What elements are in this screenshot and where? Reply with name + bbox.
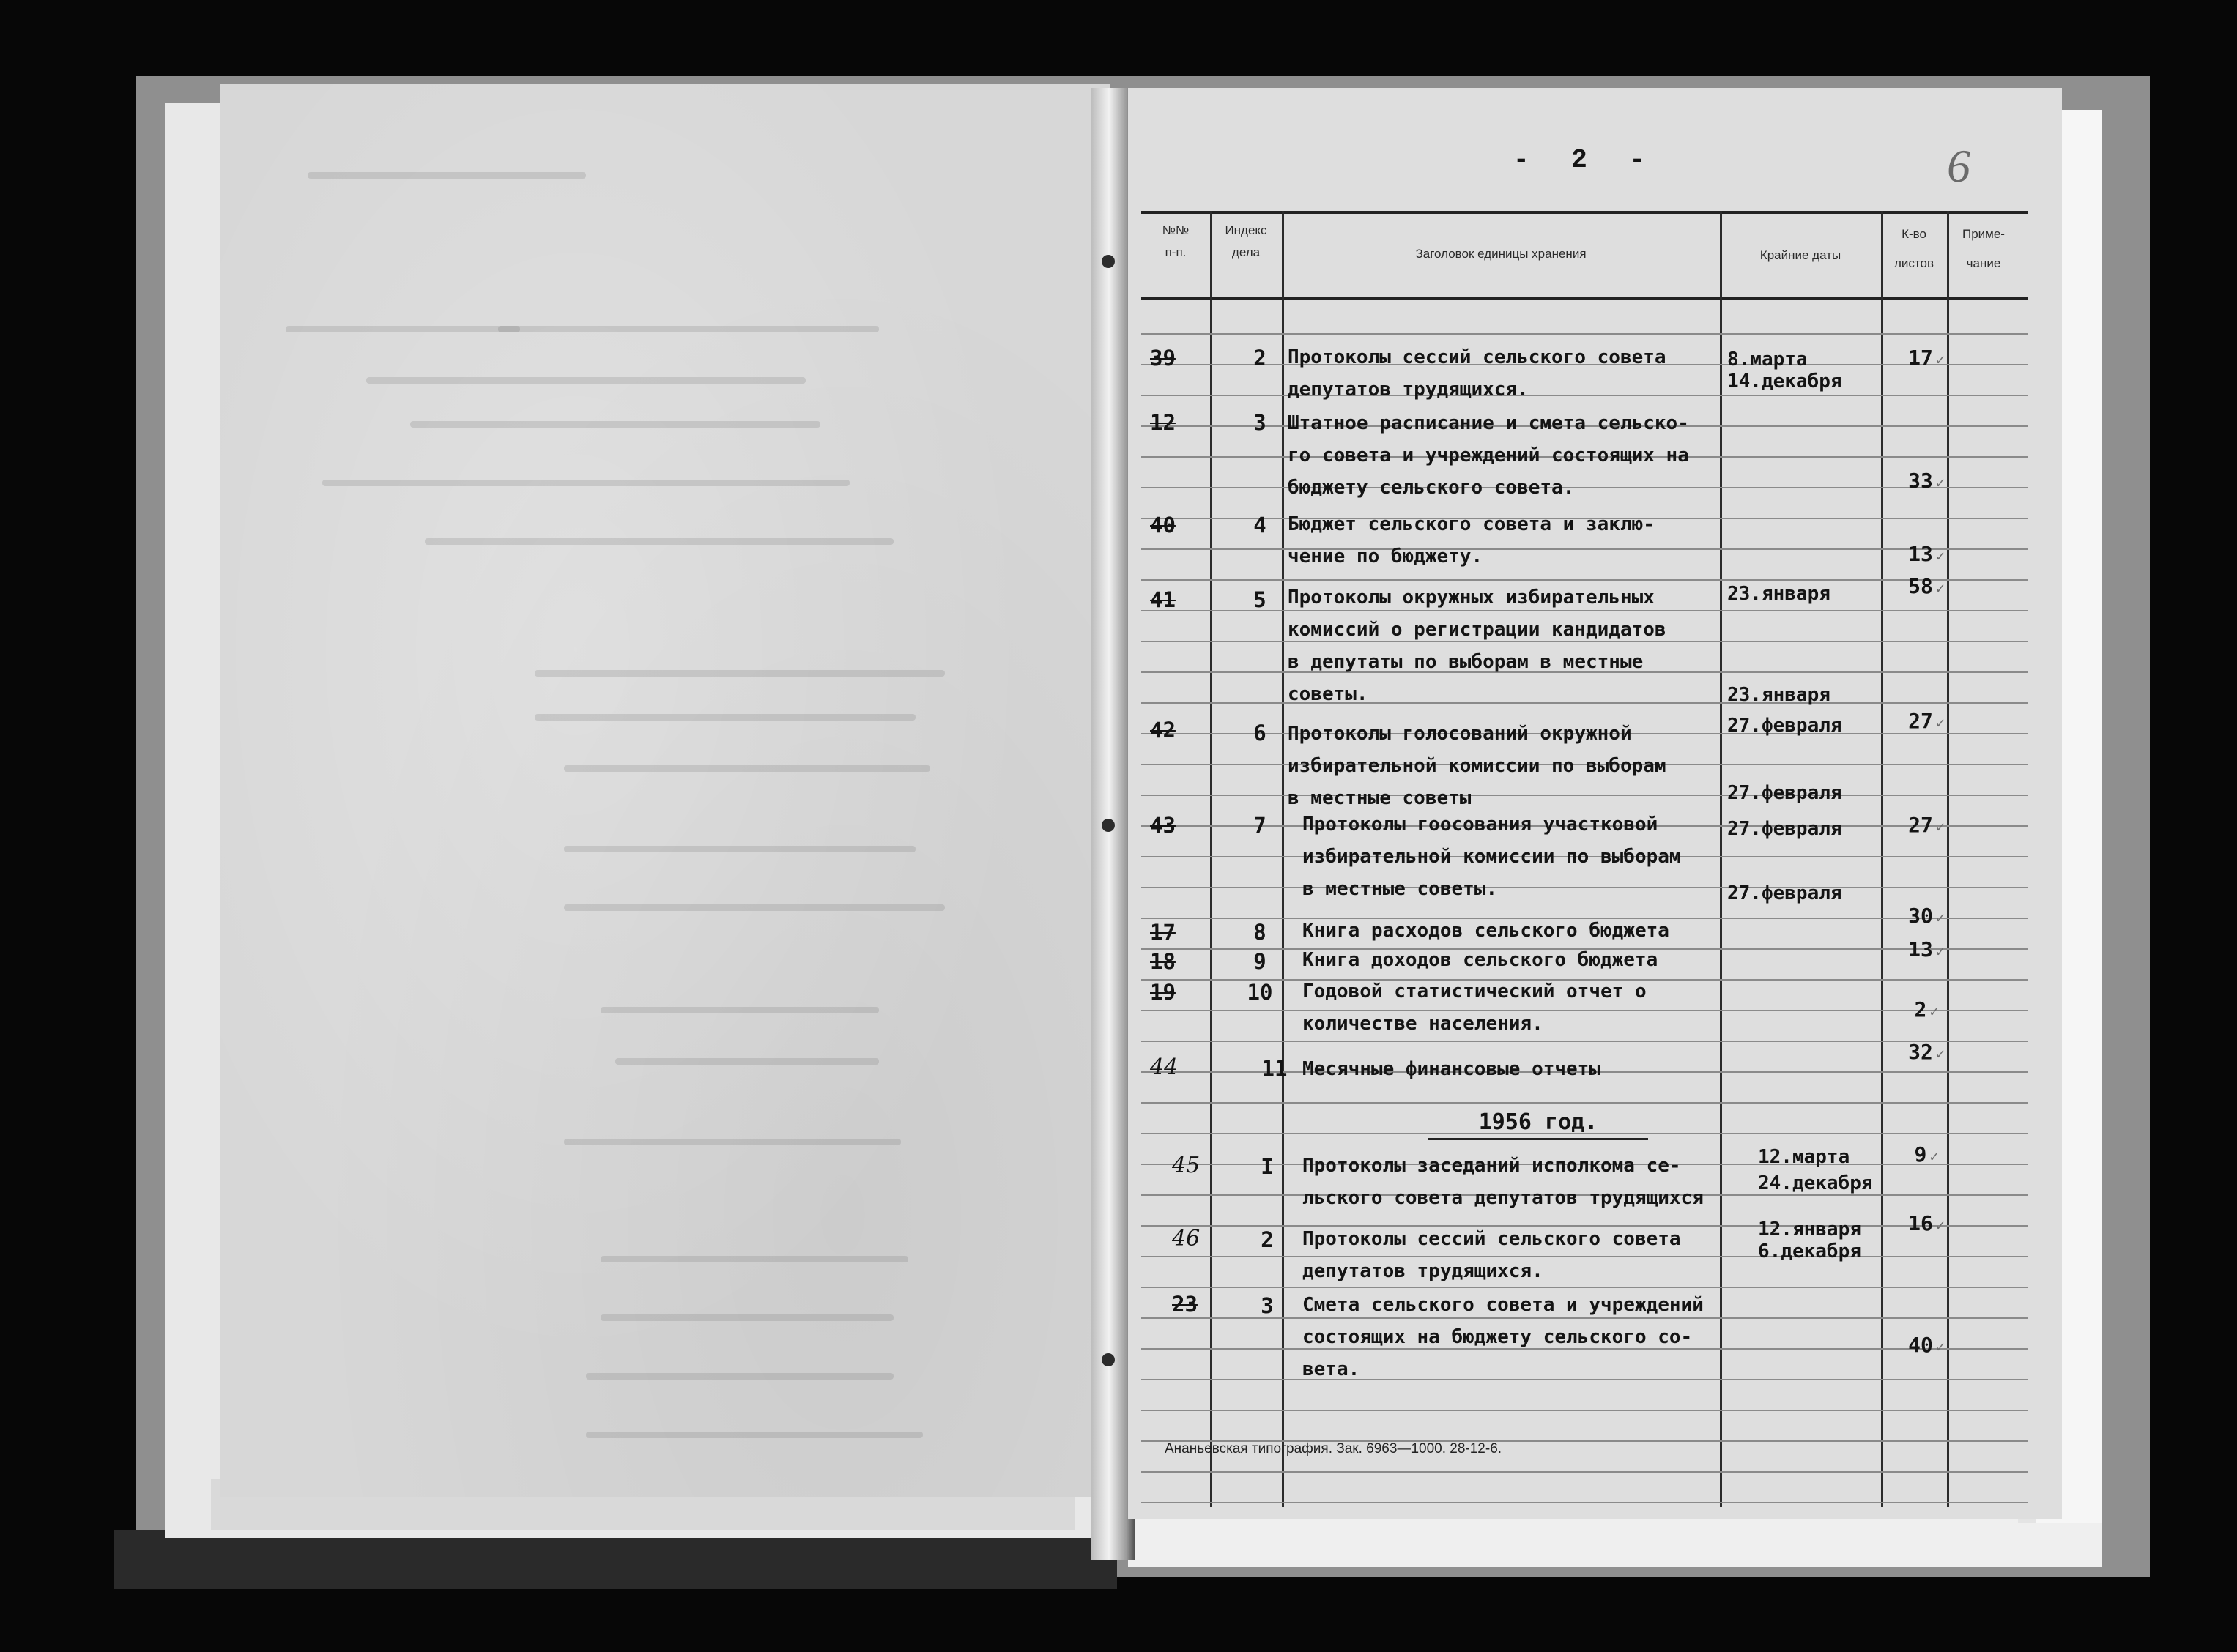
bleed-through-line: [601, 1314, 894, 1321]
row-sheets: 32 ✓: [1908, 1040, 1945, 1064]
row-sheets: 13 ✓: [1908, 542, 1945, 566]
check-mark-icon: ✓: [1935, 818, 1945, 836]
bleed-through-line: [535, 670, 945, 677]
cover-shadow: [114, 1530, 1117, 1589]
table-header-rule: [1141, 297, 2028, 300]
archive-sheet-mark: 6: [1947, 140, 1970, 192]
check-mark-icon: ✓: [1935, 474, 1945, 491]
check-mark-icon: ✓: [1935, 579, 1945, 597]
section-year-heading: 1956 год.: [1428, 1109, 1648, 1140]
row-number: 44: [1150, 1054, 1179, 1080]
check-mark-icon: ✓: [1929, 1002, 1939, 1020]
row-number: 18: [1150, 949, 1176, 974]
binding-hole: [1102, 819, 1115, 832]
bleed-through-line: [601, 1007, 879, 1013]
row-title: Бюджет сельского совета и заклю- чение по бюджету.: [1288, 513, 1655, 568]
row-title: Штатное расписание и смета сельско- го совета и учреждений состоящих на бюджету сельского совета.: [1288, 412, 1689, 499]
left-page: [220, 84, 1110, 1497]
row-number: 45: [1172, 1153, 1201, 1178]
row-title: Протоколы голосований окружной избирательной комиссии по выборам в местные советы: [1288, 723, 1666, 809]
row-index: 11: [1261, 1056, 1288, 1081]
binding-hole: [1102, 255, 1115, 268]
row-number: 39: [1150, 346, 1176, 371]
bleed-through-line: [586, 1373, 894, 1380]
row-number: 43: [1150, 813, 1176, 838]
row-index: 2: [1261, 1227, 1274, 1252]
check-mark-icon: ✓: [1935, 351, 1945, 368]
row-number: 40: [1150, 513, 1176, 537]
column-rule: [1947, 211, 1949, 1507]
row-number: 23: [1172, 1292, 1198, 1317]
right-page: [1128, 88, 2062, 1519]
row-sheets: 13 ✓: [1908, 937, 1945, 961]
row-number: 17: [1150, 920, 1176, 945]
row-title: Книга доходов сельского бюджета: [1302, 949, 1658, 971]
header-number: №№ п-п.: [1162, 223, 1190, 259]
header-note: Приме- чание: [1962, 227, 2005, 270]
row-dates: 8.марта 14.декабря: [1727, 349, 1842, 392]
check-mark-icon: ✓: [1935, 1045, 1945, 1063]
row-number: 19: [1150, 980, 1176, 1005]
row-sheets: 16 ✓: [1908, 1211, 1945, 1235]
row-sheets: 27 ✓: [1908, 813, 1945, 837]
row-sheets: 9 ✓: [1914, 1142, 1939, 1167]
bleed-through-line: [410, 421, 820, 428]
row-dates: 12.января 6.декабря: [1758, 1218, 1861, 1262]
row-index: 10: [1247, 980, 1273, 1005]
header-title: Заголовок единицы хранения: [1415, 247, 1587, 261]
row-number: 41: [1150, 587, 1176, 612]
bleed-through-line: [322, 480, 850, 486]
bleed-through-line: [308, 172, 586, 179]
row-sheets: 30 ✓: [1908, 904, 1945, 928]
check-mark-icon: ✓: [1935, 1216, 1945, 1234]
row-dates: 27.февраля 27.февраля: [1727, 715, 1842, 804]
row-index: 3: [1253, 410, 1266, 435]
bleed-through-line: [564, 846, 916, 852]
row-title: Протоколы гоосования участковой избирательной комиссии по выборам в местные советы.: [1302, 814, 1681, 900]
check-mark-icon: ✓: [1935, 942, 1945, 960]
check-mark-icon: ✓: [1935, 1338, 1945, 1355]
row-dates: 27.февраля 27.февраля: [1727, 818, 1842, 904]
check-mark-icon: ✓: [1935, 547, 1945, 565]
row-title: Месячные финансовые отчеты: [1302, 1058, 1600, 1080]
row-title: Протоколы заседаний исполкома се- льского совета депутатов трудящихся: [1302, 1155, 1704, 1209]
row-sheets: 17 ✓: [1908, 346, 1945, 370]
row-sheets: 58 ✓: [1908, 574, 1945, 598]
row-sheets: 33 ✓: [1908, 469, 1945, 493]
row-sheets: 2 ✓: [1914, 997, 1939, 1022]
bleed-through-line: [564, 1139, 901, 1145]
row-dates: 12.марта 24.декабря: [1758, 1146, 1873, 1194]
row-title: Протоколы сессий сельского совета депутатов трудящихся.: [1302, 1228, 1681, 1282]
row-index: I: [1261, 1154, 1274, 1179]
row-title: Годовой статистический отчет о количестве населения.: [1302, 981, 1647, 1035]
header-sheets: К-во листов: [1894, 227, 1934, 270]
page-number: - 2 -: [1513, 145, 1659, 175]
bleed-through-line: [535, 714, 916, 721]
check-mark-icon: ✓: [1935, 714, 1945, 732]
table-top-rule: [1141, 211, 2028, 214]
check-mark-icon: ✓: [1929, 1147, 1939, 1165]
bleed-through-line: [586, 1432, 923, 1438]
row-dates: 23.января 23.января: [1727, 583, 1830, 706]
ruled-line: [1141, 1102, 2028, 1104]
ruled-line: [1141, 1502, 2028, 1503]
row-index: 7: [1253, 813, 1266, 838]
binding-hole: [1102, 1353, 1115, 1366]
bleed-through-line: [564, 904, 945, 911]
ruled-line: [1141, 1410, 2028, 1411]
ruled-line: [1141, 333, 2028, 335]
row-number: 46: [1172, 1226, 1201, 1251]
row-index: 8: [1253, 920, 1266, 945]
row-number: 12: [1150, 410, 1176, 435]
check-mark-icon: ✓: [1935, 909, 1945, 926]
bleed-through-line: [564, 765, 930, 772]
printer-imprint: Ананьевская типография. Зак. 6963—1000. 28-12-6.: [1165, 1441, 1502, 1456]
row-index: 3: [1261, 1293, 1274, 1318]
row-title: Протоколы сессий сельского совета депутатов трудящихся.: [1288, 346, 1666, 401]
row-index: 6: [1253, 721, 1266, 745]
bleed-through-line: [425, 538, 894, 545]
row-index: 2: [1253, 346, 1266, 371]
ruled-line: [1141, 1471, 2028, 1473]
row-title: Смета сельского совета и учреждений состоящих на бюджету сельского со- вета.: [1302, 1294, 1704, 1380]
row-title: Книга расходов сельского бюджета: [1302, 920, 1669, 942]
bleed-through-line: [366, 377, 806, 384]
header-dates: Крайние даты: [1759, 248, 1841, 262]
bleed-through-line: [601, 1256, 908, 1262]
bleed-through-line: [286, 326, 520, 332]
header-index: Индекс дела: [1225, 223, 1267, 259]
bleed-through-line: [498, 326, 879, 332]
row-index: 5: [1253, 587, 1266, 612]
row-index: 4: [1253, 513, 1266, 537]
row-index: 9: [1253, 949, 1266, 974]
bleed-through-line: [615, 1058, 879, 1065]
row-title: Протоколы окружных избирательных комиссий о регистрации кандидатов в депутаты по выборам в местные советы.: [1288, 587, 1666, 705]
row-sheets: 27 ✓: [1908, 709, 1945, 733]
row-sheets: 40 ✓: [1908, 1333, 1945, 1357]
row-number: 42: [1150, 718, 1176, 743]
